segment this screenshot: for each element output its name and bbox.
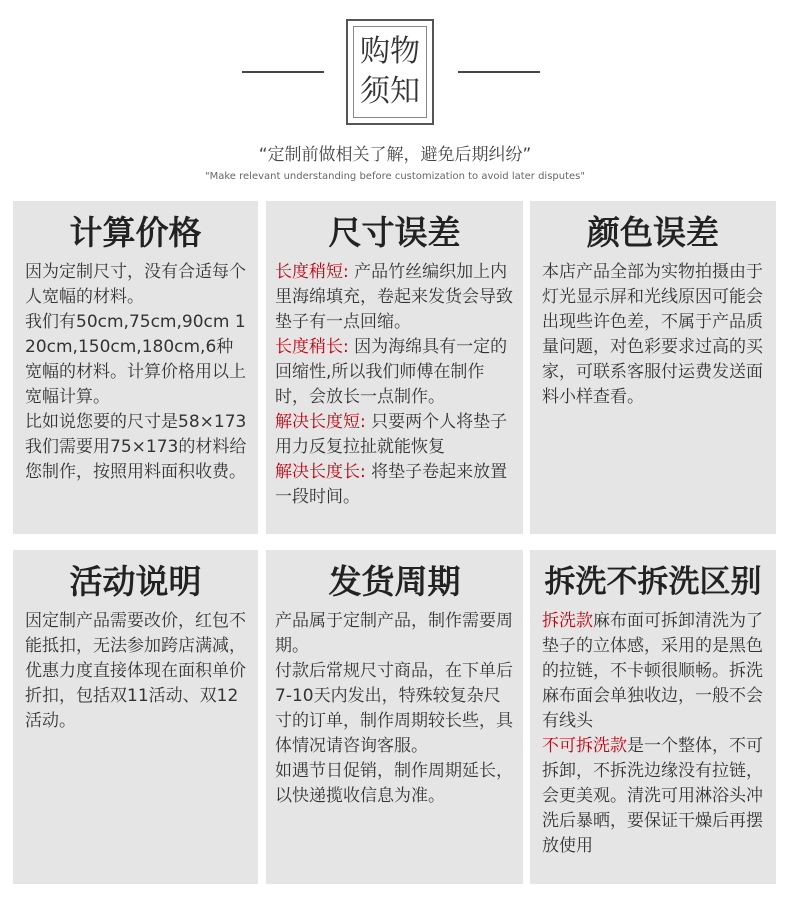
title-box xyxy=(346,19,434,125)
card-paragraph xyxy=(275,260,517,335)
card-paragraph: 因定制产品需要改价，红包不能抵扣，无法参加跨店满减，优惠力度直接体现在面积单价折扣，包括双11活动、双12活动。 xyxy=(25,611,246,731)
card-promotion xyxy=(13,550,258,884)
card-size-error xyxy=(266,201,523,534)
card-paragraph xyxy=(542,734,766,859)
card-paragraph xyxy=(275,410,517,460)
card-paragraph: 产品属于定制产品，制作需要周期。 xyxy=(275,611,513,656)
card-body xyxy=(275,260,517,510)
card-paragraph: 本店产品全部为实物拍摄由于灯光显示屏和光线原因可能会出现些许色差，不属于产品质量问题，对色彩要求过高的买家，可联系客服付运费发送面料小样查看。 xyxy=(542,262,763,407)
card-color-error xyxy=(530,201,776,534)
card-paragraph xyxy=(542,609,766,734)
title-divider-right xyxy=(458,71,540,73)
highlight-label: 长度稍长: xyxy=(275,337,349,357)
card-text: 将垫子卷起来放置一段时间。 xyxy=(275,462,508,507)
card-paragraph: 比如说您要的尺寸是58×173我们需要用75×173的材料给您制作，按照用料面积收费。 xyxy=(25,412,247,482)
card-paragraph: 我们有50cm,75cm,90cm 120cm,150cm,180cm,6种宽幅的材料。计算价格用以上宽幅计算。 xyxy=(25,312,246,407)
card-washing xyxy=(530,550,776,884)
card-body xyxy=(25,609,248,734)
card-text: 因为海绵具有一定的回缩性,所以我们师傅在制作时，会放长一点制作。 xyxy=(275,337,508,407)
card-paragraph: 因为定制尺寸，没有合适每个人宽幅的材料。 xyxy=(25,262,246,307)
highlight-label: 解决长度短: xyxy=(275,412,366,432)
card-delivery xyxy=(266,550,523,884)
title-line-2: 须知 xyxy=(360,74,420,109)
card-paragraph xyxy=(275,460,517,510)
card-pricing xyxy=(13,201,258,534)
title-box-inner xyxy=(353,26,427,118)
page-header xyxy=(0,0,790,140)
highlight-label: 解决长度长: xyxy=(275,462,366,482)
highlight-label: 不可拆洗款 xyxy=(542,736,627,756)
card-paragraph: 如遇节日促销，制作周期延长，以快递揽收信息为准。 xyxy=(275,761,513,806)
title-divider-left xyxy=(242,71,324,73)
highlight-label: 拆洗款 xyxy=(542,611,593,631)
card-paragraph xyxy=(275,335,517,410)
card-title: 发货周期 xyxy=(328,562,461,601)
highlight-label: 长度稍短: xyxy=(275,262,349,282)
card-text: 是一个整体，不可拆卸，不拆洗边缘没有拉链，会更美观。清洗可用淋浴头冲洗后暴晒，要保证干燥后再摆放使用 xyxy=(542,736,763,856)
card-text: 产品竹丝编织加上内里海绵填充，卷起来发货会导致垫子有一点回缩。 xyxy=(275,262,513,332)
card-title: 计算价格 xyxy=(69,213,202,252)
subtitle-english: "Make relevant understanding before customization to avoid later disputes" xyxy=(205,171,585,182)
card-paragraph: 付款后常规尺寸商品，在下单后7-10天内发出，特殊较复杂尺寸的订单，制作周期较长些，具体情况请咨询客服。 xyxy=(275,661,513,756)
card-title: 拆洗不拆洗区别 xyxy=(544,564,762,600)
card-title: 颜色误差 xyxy=(587,213,719,252)
card-body xyxy=(275,609,515,809)
card-body xyxy=(542,260,766,410)
subtitle-chinese: “定制前做相关了解，避免后期纠纷” xyxy=(258,145,532,165)
card-title: 活动说明 xyxy=(69,562,202,601)
card-text: 只要两个人将垫子用力反复拉扯就能恢复 xyxy=(275,412,508,457)
card-body xyxy=(25,260,248,485)
card-body xyxy=(542,609,766,859)
card-text: 麻布面可拆卸清洗为了垫子的立体感，采用的是黑色的拉链，不卡顿很顺畅。拆洗麻布面会单独收边，一般不会有线头 xyxy=(542,611,763,731)
card-title: 尺寸误差 xyxy=(328,213,461,252)
title-line-1: 购物 xyxy=(360,34,420,69)
